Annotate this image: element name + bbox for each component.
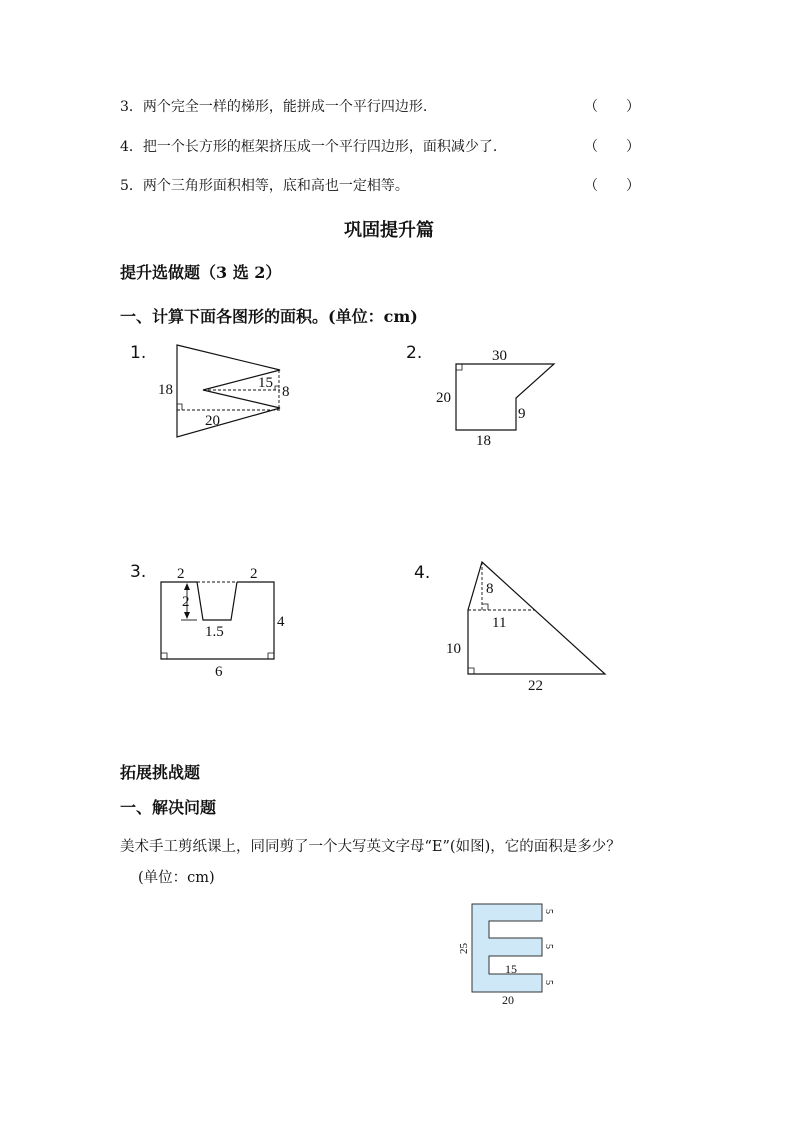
figure-3-label-2-left: 2 (177, 566, 185, 582)
answer-bracket-5[interactable]: （ ） (584, 178, 640, 194)
challenge-title: 拓展挑战题 (120, 763, 201, 782)
figure-4-label-22: 22 (528, 678, 543, 694)
figure-1-label-20: 20 (205, 413, 220, 429)
figure-3-label-4: 4 (277, 614, 285, 630)
e-letter-shape (472, 904, 542, 992)
figure-3-label-2-depth: 2 (182, 594, 190, 610)
figure-1-number: 1. (130, 343, 147, 363)
problem-line-2: (单位：cm) (138, 870, 215, 886)
sub-title: 提升选做题（3 选 2） (120, 263, 282, 282)
figure-2-label-30: 30 (492, 348, 507, 364)
section-title: 巩固提升篇 (344, 220, 434, 241)
e-label-5-middle: 5 (543, 944, 554, 949)
problem-line-1: 美术手工剪纸课上，同同剪了一个大写英文字母“E”(如图)，它的面积是多少？ (120, 839, 621, 855)
e-label-25: 25 (458, 943, 470, 954)
question-2-title: 一、解决问题 (120, 798, 217, 817)
answer-bracket-3[interactable]: （ ） (584, 99, 640, 115)
figure-2-number: 2. (406, 343, 423, 363)
figure-3-label-6: 6 (215, 664, 223, 680)
figure-4-label-11: 11 (492, 615, 507, 631)
figure-4-label-10: 10 (446, 641, 461, 657)
figure-2-label-18: 18 (476, 433, 491, 449)
figure-3-label-2-right: 2 (250, 566, 258, 582)
figure-2-label-9: 9 (518, 406, 526, 422)
question-4: 4．把一个长方形的框架挤压成一个平行四边形，面积减少了. (120, 139, 498, 155)
figure-3-number: 3. (130, 562, 147, 582)
question-3: 3．两个完全一样的梯形，能拼成一个平行四边形. (120, 99, 428, 115)
figure-3-label-1-5: 1.5 (205, 624, 224, 640)
e-label-5-top: 5 (543, 909, 554, 914)
figure-1-label-18: 18 (158, 382, 173, 398)
question-5: 5．两个三角形面积相等，底和高也一定相等。 (120, 178, 409, 194)
answer-bracket-4[interactable]: （ ） (584, 139, 640, 155)
question-1-title: 一、计算下面各图形的面积。(单位：cm) (120, 307, 418, 326)
figure-2-label-20: 20 (436, 390, 451, 406)
figure-1-label-8: 8 (282, 384, 290, 400)
e-label-20: 20 (502, 993, 514, 1007)
e-label-5-bottom: 5 (543, 980, 554, 985)
figure-4-label-8: 8 (486, 581, 494, 597)
figure-1-label-15: 15 (258, 375, 273, 391)
figure-4-number: 4. (414, 563, 431, 583)
e-label-15: 15 (505, 962, 517, 976)
